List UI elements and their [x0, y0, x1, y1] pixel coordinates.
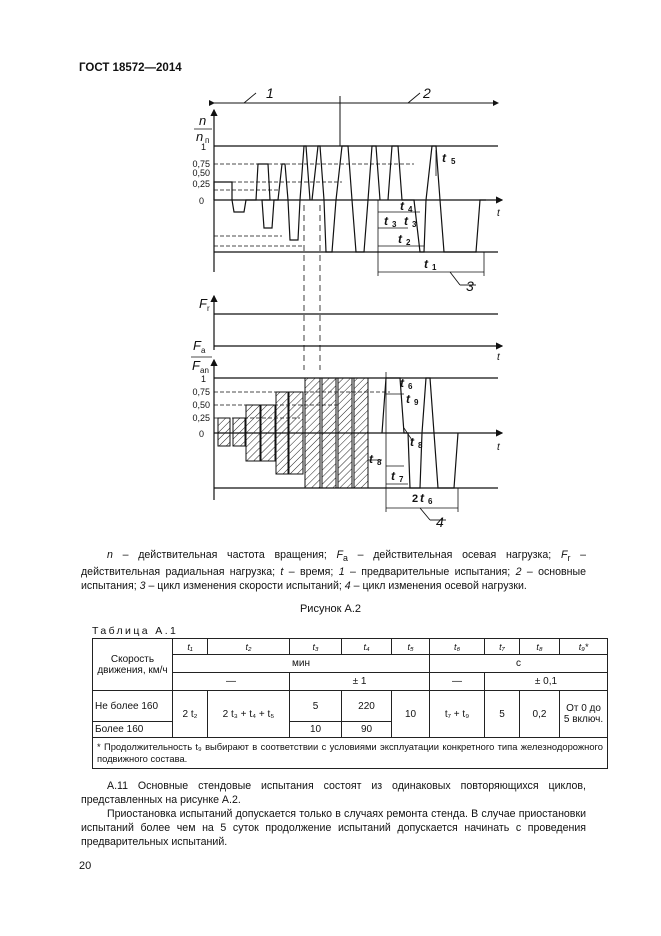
figure-legend: n – действительная частота вращения; $F_a$ – действительная осевая нагрузка; $F_r$ – действительная радиальная нагрузка; t – время; 1 – предварительные испытания; 2 – основные испытания; 3 – цикл изменения скорости испытаний; 4 – цикл изменения осевой нагрузки.: [81, 549, 587, 593]
svg-text:6: 6: [408, 382, 413, 391]
tick-1: 1: [200, 142, 206, 152]
svg-text:1: 1: [432, 263, 437, 272]
svg-text:an: an: [200, 366, 209, 375]
label-2: 2: [423, 85, 431, 101]
svg-text:7: 7: [399, 475, 404, 484]
table-note: * Продолжительность t₉ выбирают в соответствии с условиями эксплуатации конкретного типа железнодорожного подвижного состава.: [93, 738, 608, 769]
axis-t-top: t: [497, 208, 500, 219]
svg-text:t: t: [442, 151, 446, 165]
svg-text:t: t: [420, 491, 424, 505]
tick-0: 0: [198, 196, 204, 206]
axial-load-chart: [214, 360, 502, 520]
axis-n-num: n: [199, 113, 207, 128]
tick-075: 0,75: [192, 159, 210, 169]
unit-s: с: [430, 655, 608, 673]
svg-text:t: t: [497, 352, 500, 363]
row1-speed: Не более 160: [93, 691, 173, 722]
page-number: 20: [79, 860, 92, 872]
svg-text:3: 3: [392, 220, 397, 229]
axis-fr: F: [199, 296, 207, 311]
label-4: 4: [436, 514, 444, 530]
svg-text:t: t: [410, 435, 414, 449]
axis-fa-den: F: [192, 358, 200, 373]
svg-text:8: 8: [418, 441, 423, 450]
svg-text:t: t: [404, 214, 408, 228]
svg-text:3: 3: [412, 220, 417, 229]
figure-caption: Рисунок А.2: [299, 603, 362, 615]
label-1: 1: [266, 85, 274, 101]
svg-text:2: 2: [412, 493, 419, 505]
axis-n-den-sub: п: [205, 136, 210, 145]
tick-025: 0,25: [192, 179, 210, 189]
svg-text:0: 0: [198, 429, 204, 439]
svg-text:t: t: [398, 232, 402, 246]
speed-chart-labels: [192, 85, 501, 294]
unit-min: мин: [173, 655, 430, 673]
svg-text:t: t: [384, 214, 388, 228]
paragraph-suspension: Приостановка испытаний допускается только в случаях ремонта стенда. В случае приостановки испытаний более чем на 5 суток продолжение испытаний допускается начинать с проведения предварительных испытаний.: [81, 808, 586, 848]
table-caption: Таблица А.1: [92, 625, 179, 637]
svg-text:8: 8: [377, 458, 382, 467]
svg-text:t: t: [400, 199, 404, 213]
svg-text:t: t: [369, 452, 373, 466]
axis-fr-sub: r: [207, 304, 210, 313]
svg-text:4: 4: [408, 205, 413, 214]
head-speed: Скорость движения, км/ч: [93, 639, 173, 691]
svg-text:t: t: [424, 257, 428, 271]
svg-text:a: a: [201, 346, 206, 355]
svg-text:0,75: 0,75: [192, 387, 210, 397]
tick-050: 0,50: [192, 168, 210, 178]
radial-load-chart: [214, 296, 502, 350]
svg-text:t: t: [400, 376, 404, 390]
svg-text:6: 6: [428, 497, 433, 506]
svg-text:5: 5: [451, 157, 456, 166]
document-header: ГОСТ 18572—2014: [79, 62, 182, 74]
axis-n-den: n: [196, 129, 204, 144]
table-a1: Скорость движения, км/ч t₁ t₂ t₃ t₄ t₅ t₆ t₇ t₈ t₉* мин с — ± 1 — ± 0,1 Не более 160 2 t₂ 2 t₃ + t₄ + t₅ 5 220 10 t₇ + t₉ 5 0,2 От 0 до 5 включ. Более 160 10 90 * Продолжительность t₉ выбирают в соответствии с условиями эксплуатации конкретного типа железнодорожного подвижного состава.: [92, 638, 608, 769]
svg-text:0,25: 0,25: [192, 413, 210, 423]
axis-fa-num: F: [193, 338, 201, 353]
svg-text:9: 9: [414, 398, 419, 407]
row2-speed: Более 160: [93, 722, 173, 738]
label-3: 3: [466, 278, 474, 294]
svg-text:t: t: [391, 469, 395, 483]
svg-text:t: t: [497, 442, 500, 453]
svg-text:1: 1: [200, 374, 206, 384]
paragraph-a11: А.11 Основные стендовые испытания состоят из одинаковых повторяющихся циклов, представленных на рисунке А.2.: [81, 780, 586, 806]
speed-chart: [214, 93, 502, 370]
svg-text:0,50: 0,50: [192, 400, 210, 410]
svg-text:2: 2: [406, 238, 411, 247]
svg-text:t: t: [406, 392, 410, 406]
